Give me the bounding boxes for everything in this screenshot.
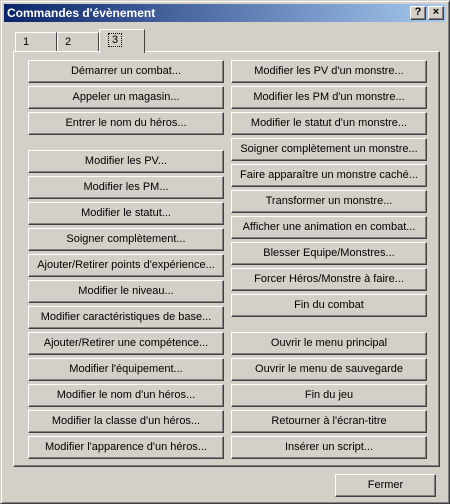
tab-label: 3 — [108, 33, 122, 47]
game-over-button[interactable]: Fin du jeu — [231, 384, 427, 407]
change-enemy-status-button[interactable]: Modifier le statut d'un monstre... — [231, 112, 427, 135]
change-hero-name-button[interactable]: Modifier le nom d'un héros... — [28, 384, 224, 407]
close-icon: × — [432, 6, 440, 18]
change-equipment-button[interactable]: Modifier l'équipement... — [28, 358, 224, 381]
title-bar — [4, 4, 446, 22]
change-base-stats-button[interactable]: Modifier caractéristiques de base... — [28, 306, 224, 329]
change-enemy-mp-button[interactable]: Modifier les PM d'un monstre... — [231, 86, 427, 109]
tab-2[interactable] — [57, 32, 99, 52]
tab-1[interactable] — [15, 32, 57, 52]
enemy-transform-button[interactable]: Transformer un monstre... — [231, 190, 427, 213]
change-hp-button[interactable]: Modifier les PV... — [28, 150, 224, 173]
tab-3[interactable] — [99, 29, 145, 53]
change-enemy-hp-button[interactable]: Modifier les PV d'un monstre... — [231, 60, 427, 83]
help-button[interactable] — [410, 6, 426, 20]
close-window-button[interactable] — [428, 6, 444, 20]
change-exp-button[interactable]: Ajouter/Retirer points d'expérience... — [28, 254, 224, 277]
enemy-appear-button[interactable]: Faire apparaître un monstre caché... — [231, 164, 427, 187]
open-save-menu-button[interactable]: Ouvrir le menu de sauvegarde — [231, 358, 427, 381]
tab-label: 1 — [23, 36, 30, 48]
tab-panel — [13, 51, 440, 467]
deal-damage-button[interactable]: Blesser Equipe/Monstres... — [231, 242, 427, 265]
close-button[interactable]: Fermer — [335, 474, 436, 497]
full-heal-button[interactable]: Soigner complètement... — [28, 228, 224, 251]
show-battle-animation-button[interactable]: Afficher une animation en combat... — [231, 216, 427, 239]
abort-battle-button[interactable]: Fin du combat — [231, 294, 427, 317]
change-skill-button[interactable]: Ajouter/Retirer une compétence... — [28, 332, 224, 355]
change-level-button[interactable]: Modifier le niveau... — [28, 280, 224, 303]
enemy-full-heal-button[interactable]: Soigner complètement un monstre... — [231, 138, 427, 161]
change-mp-button[interactable]: Modifier les PM... — [28, 176, 224, 199]
force-action-button[interactable]: Forcer Héros/Monstre à faire... — [231, 268, 427, 291]
enter-hero-name-button[interactable]: Entrer le nom du héros... — [28, 112, 224, 135]
insert-script-button[interactable]: Insérer un script... — [231, 436, 427, 459]
open-main-menu-button[interactable]: Ouvrir le menu principal — [231, 332, 427, 355]
call-shop-button[interactable]: Appeler un magasin... — [28, 86, 224, 109]
window-title: Commandes d'évènement — [7, 6, 156, 20]
tab-label: 2 — [65, 36, 72, 48]
return-to-title-button[interactable]: Retourner à l'écran-titre — [231, 410, 427, 433]
help-icon: ? — [414, 6, 422, 18]
change-hero-class-button[interactable]: Modifier la classe d'un héros... — [28, 410, 224, 433]
start-battle-button[interactable]: Démarrer un combat... — [28, 60, 224, 83]
change-status-button[interactable]: Modifier le statut... — [28, 202, 224, 225]
change-hero-graphic-button[interactable]: Modifier l'apparence d'un héros... — [28, 436, 224, 459]
